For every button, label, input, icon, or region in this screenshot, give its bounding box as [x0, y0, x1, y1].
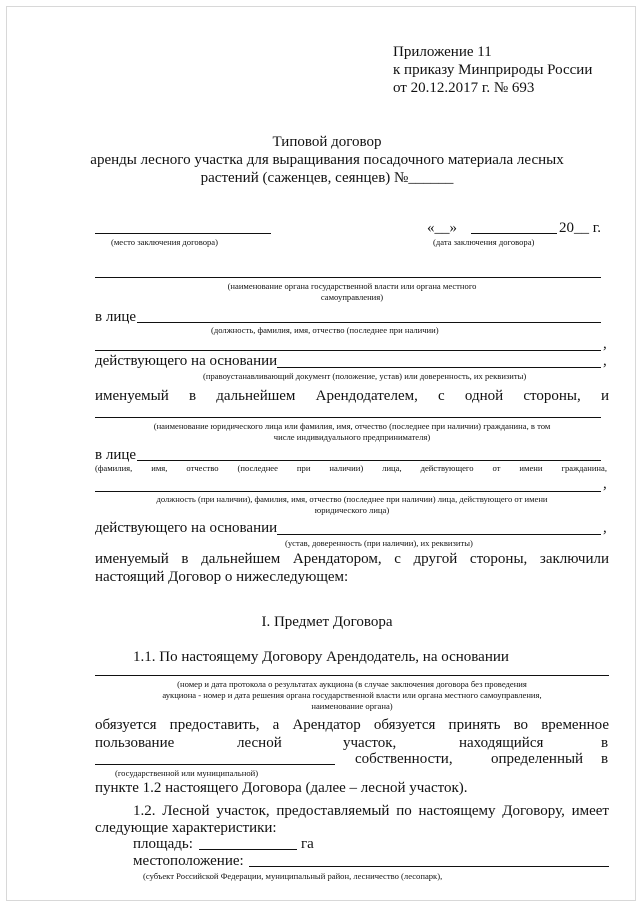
lessor-org-hint-2: самоуправления)	[320, 292, 384, 302]
appendix-line-3: от 20.12.2017 г. № 693	[393, 80, 535, 96]
obligation-word-2: лесной	[237, 735, 282, 751]
clause-1-2-line-1: 1.2. Лесной участок, предоставляемый по настоящему Договору, имеет	[133, 803, 609, 819]
section-1-title: I. Предмет Договора	[261, 614, 393, 630]
lessee-name-hint-1: (наименование юридического лица или фамилия, имя, отчество (последнее при наличии) гражданина, в том	[153, 421, 551, 431]
comma-1: ,	[603, 336, 607, 352]
obligation-line-4: пункте 1.2 настоящего Договора (далее – лесной участок).	[95, 780, 468, 796]
protocol-hint-2: аукциона - номер и дата решения органа государственной власти или органа местного самоуправления,	[162, 690, 542, 700]
lessor-position-hint: (должность, фамилия, имя, отчество (последнее при наличии)	[211, 325, 439, 335]
date-year: 20__ г.	[559, 220, 601, 236]
lessor-basis-hint: (правоустанавливающий документ (положение, устав) или доверенность, их реквизиты)	[203, 371, 527, 381]
lessee-acting: действующего на основании	[95, 520, 278, 536]
obligation-word-5: в	[601, 735, 609, 751]
comma-3: ,	[603, 476, 607, 492]
lessee-basis-hint: (устав, доверенность (при наличии), их реквизиты)	[285, 538, 473, 548]
lessor-in-person: в лице	[95, 309, 137, 325]
title-line-2: аренды лесного участка для выращивания посадочного материала лесных	[90, 152, 564, 168]
lessee-named-1: именуемый в дальнейшем Арендатором, с другой стороны, заключили	[95, 551, 609, 567]
title-line-3: растений (саженцев, сеянцев) №______	[200, 170, 454, 186]
obligation-word-1: пользование	[95, 735, 175, 751]
lessee-person-line-2	[95, 491, 601, 492]
appendix-line-2: к приказу Минприроды России	[393, 62, 593, 78]
lessee-name-line	[95, 417, 601, 418]
area-label: площадь:	[133, 836, 193, 852]
date-hint: (дата заключения договора)	[433, 237, 535, 247]
obligation-word-4: находящийся	[459, 735, 544, 751]
lessor-basis-line	[277, 367, 601, 368]
comma-2: ,	[603, 353, 607, 369]
area-unit: га	[301, 836, 314, 852]
lessor-named: именуемый в дальнейшем Арендодателем, с одной стороны, и	[95, 388, 609, 404]
clause-1-2-line-2: следующие характеристики:	[95, 820, 277, 836]
protocol-hint-1: (номер и дата протокола о результатах аукциона (в случае заключения договора без проведения	[177, 679, 527, 689]
appendix-line-1: Приложение 11	[393, 44, 492, 60]
location-value-line	[249, 866, 609, 867]
place-line	[95, 233, 271, 234]
location-hint: (субъект Российской Федерации, муниципальный район, лесничество (лесопарк),	[143, 871, 443, 881]
obligation-word-7: определенный	[491, 751, 584, 767]
protocol-line	[95, 675, 609, 676]
place-hint: (место заключения договора)	[111, 237, 218, 247]
protocol-hint-3: наименование органа)	[311, 701, 393, 711]
lessee-fio-hint: (фамилия, имя, отчество (последнее при наличии) лица, действующего от имени гражданина,	[95, 463, 607, 473]
clause-1-1-intro: 1.1. По настоящему Договору Арендодатель, на основании	[133, 649, 509, 665]
lessor-org-line	[95, 277, 601, 278]
lessor-person-line	[137, 322, 601, 323]
ownership-hint: (государственной или муниципальной)	[115, 768, 259, 778]
ownership-line	[95, 764, 335, 765]
lessee-basis-line	[277, 534, 601, 535]
comma-4: ,	[603, 520, 607, 536]
document-page	[6, 6, 636, 901]
obligation-word-6: собственности,	[355, 751, 453, 767]
lessee-position-hint-1: должность (при наличии), фамилия, имя, отчество (последнее при наличии) лица, действующего от имени	[156, 494, 548, 504]
lessee-person-line	[137, 460, 601, 461]
lessee-named-2: настоящий Договор о нижеследующем:	[95, 569, 349, 585]
area-value-line	[199, 849, 297, 850]
date-month-line	[471, 233, 557, 234]
obligation-word-3: участок,	[343, 735, 397, 751]
location-label: местоположение:	[133, 853, 244, 869]
lessor-org-hint-1: (наименование органа государственной власти или органа местного	[227, 281, 477, 291]
obligation-line-1: обязуется предоставить, а Арендатор обязуется принять во временное	[95, 717, 609, 733]
date-day: «__»	[427, 220, 457, 236]
obligation-word-8: в	[601, 751, 609, 767]
lessee-name-hint-2: числе индивидуального предпринимателя)	[273, 432, 431, 442]
lessee-in-person: в лице	[95, 447, 137, 463]
lessee-position-hint-2: юридического лица)	[314, 505, 390, 515]
lessor-acting: действующего на основании	[95, 353, 278, 369]
lessor-person-line-2	[95, 350, 601, 351]
title-line-1: Типовой договор	[272, 134, 382, 150]
